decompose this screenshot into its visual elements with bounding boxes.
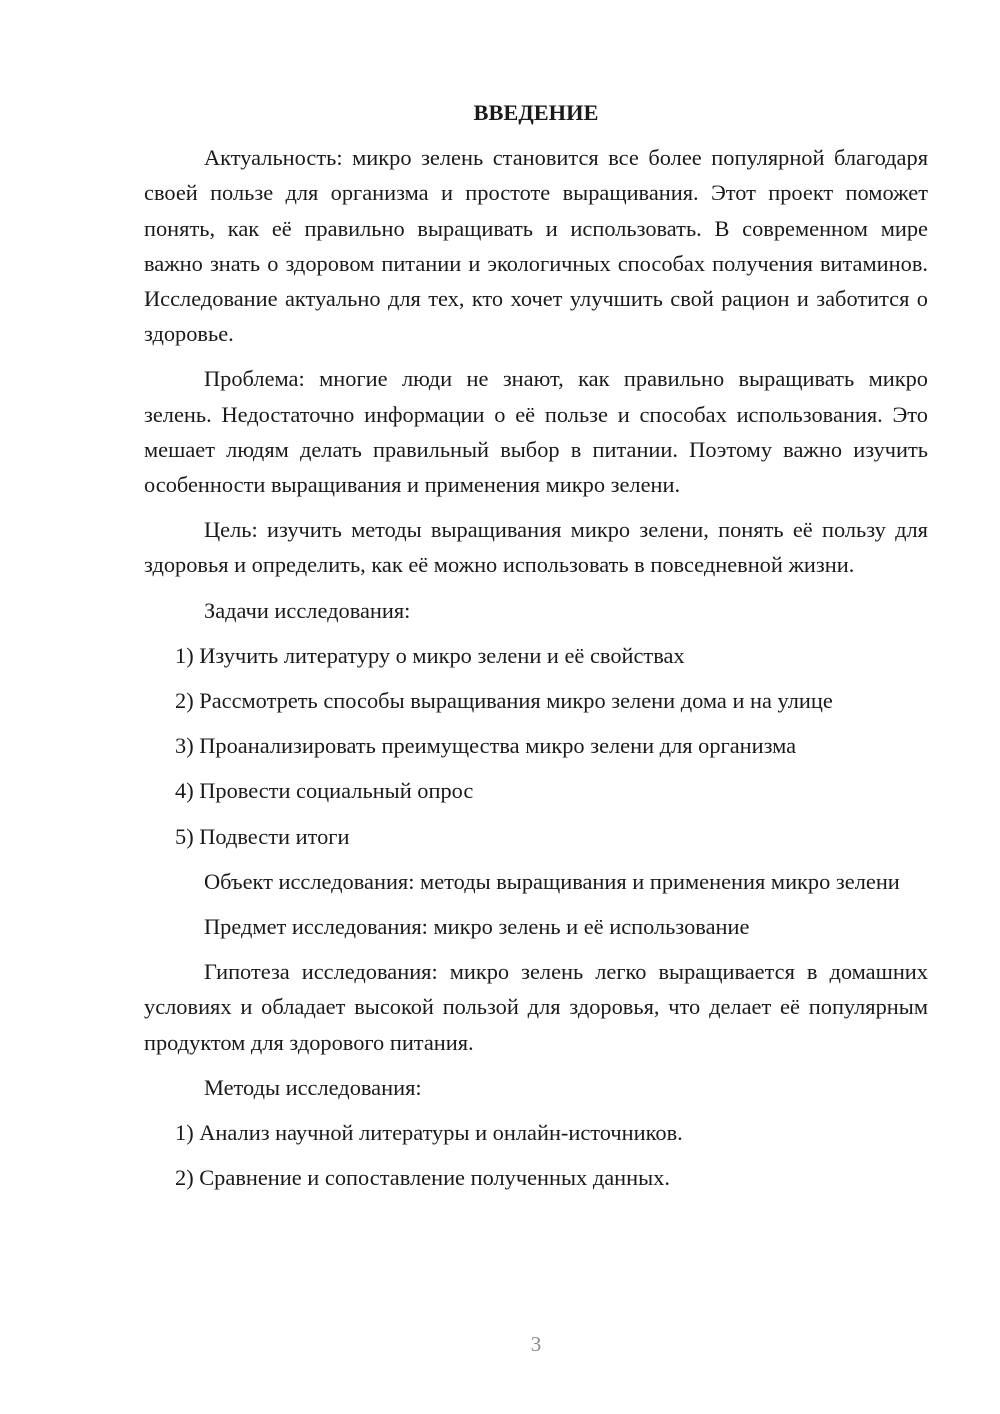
object-paragraph: Объект исследования: методы выращивания и применения микро зелени <box>204 868 900 894</box>
goal-paragraph: Цель: изучить методы выращивания микро зелени, понять её пользу для здоровья и определить, как её можно использовать в повседневной жизни. <box>144 517 928 578</box>
page-content <box>144 95 928 1205</box>
section-heading: ВВЕДЕНИЕ <box>473 100 599 125</box>
method-item: 2) Сравнение и сопоставление полученных данных. <box>175 1165 670 1191</box>
page-number: 3 <box>530 1332 542 1356</box>
task-item: 3) Проанализировать преимущества микро зелени для организма <box>175 733 797 759</box>
task-item: 5) Подвести итоги <box>175 823 350 849</box>
relevance-paragraph: Актуальность: микро зелень становится все более популярной благодаря своей пользе для организма и простоте выращивания. Этот проект поможет понять, как её правильно выращивать и использовать. В современном мире важно знать о здоровом питании и экологичных способах получения витаминов. Исследование актуально для тех, кто хочет улучшить свой рацион и заботится о здоровье. <box>144 145 928 347</box>
methods-heading: Методы исследования: <box>204 1074 422 1100</box>
task-item: 1) Изучить литературу о микро зелени и её свойствах <box>175 642 685 668</box>
task-item: 4) Провести социальный опрос <box>175 778 474 804</box>
hypothesis-paragraph: Гипотеза исследования: микро зелень легко выращивается в домашних условиях и обладает высокой пользой для здоровья, что делает её популярным продуктом для здорового питания. <box>144 959 928 1055</box>
problem-paragraph: Проблема: многие люди не знают, как правильно выращивать микро зелень. Недостаточно информации о её пользе и способах использования. Это мешает людям делать правильный выбор в питании. Поэтому важно изучить особенности выращивания и применения микро зелени. <box>144 366 928 498</box>
tasks-heading: Задачи исследования: <box>204 597 411 623</box>
task-item: 2) Рассмотреть способы выращивания микро зелени дома и на улице <box>175 688 833 714</box>
method-item: 1) Анализ научной литературы и онлайн-источников. <box>175 1120 683 1146</box>
subject-paragraph: Предмет исследования: микро зелень и её использование <box>204 914 750 940</box>
